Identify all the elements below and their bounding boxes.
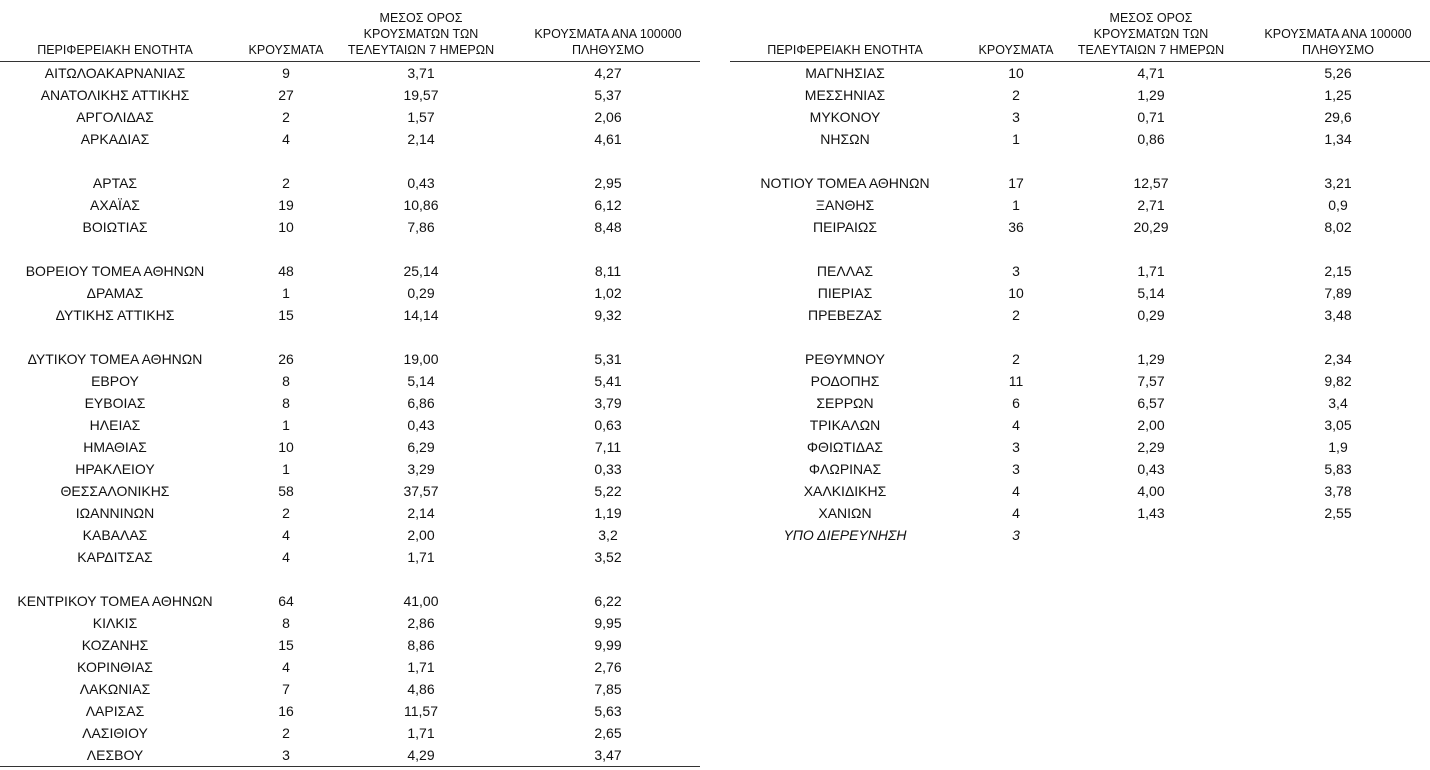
region-column-header: ΠΕΡΙΦΕΡΕΙΑΚΗ ΕΝΟΤΗΤΑ — [37, 43, 193, 57]
avg7-cell: 1,71 — [1137, 263, 1165, 279]
per100k-cell: 5,41 — [594, 373, 622, 389]
avg7-cell: 37,57 — [403, 483, 439, 499]
cases-cell: 4 — [282, 659, 290, 675]
cases-cell: 2 — [1012, 87, 1020, 103]
avg7-cell: 1,57 — [407, 109, 435, 125]
table-row — [730, 414, 1430, 436]
table-row — [0, 282, 700, 304]
per100k-cell: 0,9 — [1328, 197, 1348, 213]
table-row — [0, 304, 700, 326]
table-row — [0, 524, 700, 546]
region-cell: ΧΑΛΚΙΔΙΚΗΣ — [803, 483, 887, 499]
avg7-column-header: ΜΕΣΟΣ ΟΡΟΣ ΚΡΟΥΣΜΑΤΩΝ ΤΩΝ ΤΕΛΕΥΤΑΙΩΝ 7 ΗΜΕΡΩΝ — [347, 11, 495, 57]
per100k-cell: 2,65 — [594, 725, 622, 741]
per100k-cell: 2,95 — [594, 175, 622, 191]
table-row — [730, 216, 1430, 238]
per100k-cell: 8,02 — [1324, 219, 1352, 235]
avg7-cell: 19,57 — [403, 87, 439, 103]
per100k-cell: 29,6 — [1324, 109, 1352, 125]
region-cell: ΚΕΝΤΡΙΚΟΥ ΤΟΜΕΑ ΑΘΗΝΩΝ — [17, 593, 213, 609]
cases-cell: 1 — [282, 417, 290, 433]
table-row — [0, 216, 700, 238]
table-row — [730, 172, 1430, 194]
left-table-header — [0, 0, 700, 60]
avg7-cell: 6,57 — [1137, 395, 1165, 411]
blank-row — [730, 238, 1430, 260]
per100k-cell: 7,11 — [594, 439, 622, 455]
avg7-cell: 12,57 — [1133, 175, 1169, 191]
cases-cell: 10 — [278, 219, 294, 235]
per100k-cell: 3,52 — [594, 549, 622, 565]
cases-cell: 1 — [1012, 197, 1020, 213]
region-cell: ΛΑΚΩΝΙΑΣ — [79, 681, 151, 697]
per100k-cell: 3,05 — [1324, 417, 1352, 433]
per100k-cell: 3,21 — [1324, 175, 1352, 191]
region-cell: ΚΙΛΚΙΣ — [92, 615, 138, 631]
per100k-cell: 0,63 — [594, 417, 622, 433]
cases-cell: 2 — [282, 725, 290, 741]
blank-row — [730, 150, 1430, 172]
region-cell: ΗΜΑΘΙΑΣ — [83, 439, 147, 455]
table-row — [0, 634, 700, 656]
avg7-cell: 0,29 — [1137, 307, 1165, 323]
avg7-cell: 0,43 — [1137, 461, 1165, 477]
per100k-cell: 1,34 — [1324, 131, 1352, 147]
table-row — [0, 656, 700, 678]
cases-cell: 3 — [1012, 527, 1020, 543]
blank-row — [0, 568, 700, 590]
table-row — [0, 612, 700, 634]
table-row — [730, 392, 1430, 414]
region-cell: ΙΩΑΝΝΙΝΩΝ — [75, 505, 155, 521]
table-row — [730, 106, 1430, 128]
per100k-cell: 3,78 — [1324, 483, 1352, 499]
region-cell: ΗΡΑΚΛΕΙΟΥ — [75, 461, 155, 477]
table-row — [0, 194, 700, 216]
region-cell: ΑΡΤΑΣ — [92, 175, 138, 191]
cases-cell: 19 — [278, 197, 294, 213]
table-row — [730, 480, 1430, 502]
avg7-cell: 0,43 — [407, 175, 435, 191]
per100k-cell: 5,83 — [1324, 461, 1352, 477]
avg7-cell: 3,71 — [407, 65, 435, 81]
region-cell: ΜΑΓΝΗΣΙΑΣ — [805, 65, 885, 81]
per100k-cell: 7,85 — [594, 681, 622, 697]
cases-cell: 1 — [1012, 131, 1020, 147]
per100k-cell: 4,27 — [594, 65, 622, 81]
avg7-cell: 25,14 — [403, 263, 439, 279]
table-row — [0, 414, 700, 436]
table-row — [0, 370, 700, 392]
cases-cell: 27 — [278, 87, 294, 103]
avg7-cell: 6,86 — [407, 395, 435, 411]
region-cell: ΥΠΟ ΔΙΕΡΕΥΝΗΣΗ — [783, 527, 907, 543]
avg7-cell: 4,29 — [407, 747, 435, 763]
cases-column-header: ΚΡΟΥΣΜΑΤΑ — [978, 43, 1054, 57]
avg7-cell: 4,86 — [407, 681, 435, 697]
avg7-cell: 4,00 — [1137, 483, 1165, 499]
cases-cell: 10 — [1008, 285, 1024, 301]
cases-cell: 4 — [1012, 417, 1020, 433]
region-cell: ΕΥΒΟΙΑΣ — [84, 395, 146, 411]
region-cell: ΠΙΕΡΙΑΣ — [817, 285, 873, 301]
region-cell: ΞΑΝΘΗΣ — [815, 197, 875, 213]
table-row — [0, 436, 700, 458]
avg7-cell: 1,29 — [1137, 87, 1165, 103]
cases-cell: 3 — [1012, 263, 1020, 279]
region-cell: ΗΛΕΙΑΣ — [89, 417, 141, 433]
avg7-cell: 20,29 — [1133, 219, 1169, 235]
region-cell: ΑΧΑΪΑΣ — [90, 197, 140, 213]
table-row — [0, 502, 700, 524]
avg7-cell: 2,00 — [1137, 417, 1165, 433]
per100k-cell: 1,9 — [1328, 439, 1348, 455]
cases-cell: 9 — [282, 65, 290, 81]
table-row — [730, 524, 1430, 546]
table-row — [0, 678, 700, 700]
avg7-cell: 11,57 — [404, 703, 438, 719]
per100k-column-header: ΚΡΟΥΣΜΑΤΑ ΑΝΑ 100000 ΠΛΗΘΥΣΜΟ — [534, 27, 682, 57]
cases-cell: 8 — [282, 615, 290, 631]
avg7-cell: 7,57 — [1137, 373, 1165, 389]
table-row — [0, 172, 700, 194]
per100k-cell: 4,61 — [594, 131, 622, 147]
per100k-cell: 9,99 — [594, 637, 622, 653]
cases-cell: 36 — [1008, 219, 1024, 235]
table-row — [730, 62, 1430, 84]
region-cell: ΛΕΣΒΟΥ — [86, 747, 144, 763]
per100k-cell: 2,55 — [1324, 505, 1352, 521]
table-row — [0, 458, 700, 480]
per100k-cell: 5,37 — [594, 87, 622, 103]
region-cell: ΘΕΣΣΑΛΟΝΙΚΗΣ — [60, 483, 170, 499]
avg7-cell: 0,29 — [407, 285, 435, 301]
region-cell: ΛΑΡΙΣΑΣ — [85, 703, 145, 719]
cases-cell: 8 — [282, 373, 290, 389]
per100k-cell: 5,31 — [594, 351, 622, 367]
avg7-cell: 5,14 — [407, 373, 435, 389]
cases-cell: 2 — [282, 109, 290, 125]
right-table-header — [730, 0, 1430, 60]
per100k-cell: 8,11 — [594, 263, 622, 279]
cases-cell: 3 — [1012, 461, 1020, 477]
per100k-cell: 7,89 — [1324, 285, 1352, 301]
region-cell: ΚΑΒΑΛΑΣ — [82, 527, 148, 543]
per100k-cell: 2,15 — [1324, 263, 1352, 279]
table-row — [0, 128, 700, 150]
cases-cell: 3 — [1012, 109, 1020, 125]
region-cell: ΠΕΙΡΑΙΩΣ — [813, 219, 877, 235]
cases-cell: 3 — [1012, 439, 1020, 455]
region-cell: ΒΟΡΕΙΟΥ ΤΟΜΕΑ ΑΘΗΝΩΝ — [25, 263, 205, 279]
avg7-cell: 2,71 — [1137, 197, 1165, 213]
avg7-cell: 2,86 — [407, 615, 435, 631]
table-row — [730, 260, 1430, 282]
table-row — [730, 436, 1430, 458]
cases-cell: 2 — [1012, 351, 1020, 367]
table-row — [0, 260, 700, 282]
cases-cell: 4 — [1012, 483, 1020, 499]
region-cell: ΧΑΝΙΩΝ — [818, 505, 872, 521]
table-row — [0, 546, 700, 568]
per100k-cell: 9,82 — [1324, 373, 1352, 389]
table-row — [0, 700, 700, 722]
region-cell: ΑΡΚΑΔΙΑΣ — [80, 131, 150, 147]
region-cell: ΒΟΙΩΤΙΑΣ — [82, 219, 148, 235]
cases-cell: 26 — [278, 351, 294, 367]
region-cell: ΔΥΤΙΚΟΥ ΤΟΜΕΑ ΑΘΗΝΩΝ — [27, 351, 203, 367]
avg7-cell: 3,29 — [407, 461, 435, 477]
table-row — [730, 502, 1430, 524]
region-cell: ΔΥΤΙΚΗΣ ΑΤΤΙΚΗΣ — [55, 307, 175, 323]
region-cell: ΑΝΑΤΟΛΙΚΗΣ ΑΤΤΙΚΗΣ — [40, 87, 190, 103]
table-row — [0, 722, 700, 744]
region-cell: ΚΑΡΔΙΤΣΑΣ — [77, 549, 153, 565]
right-table — [730, 0, 1430, 543]
per100k-cell: 5,63 — [594, 703, 622, 719]
region-cell: ΦΛΩΡΙΝΑΣ — [808, 461, 882, 477]
table-row — [0, 480, 700, 502]
blank-row — [730, 326, 1430, 348]
avg7-cell: 6,29 — [407, 439, 435, 455]
cases-cell: 64 — [278, 593, 294, 609]
cases-cell: 4 — [282, 527, 290, 543]
blank-row — [0, 238, 700, 260]
region-cell: ΤΡΙΚΑΛΩΝ — [809, 417, 881, 433]
region-cell: ΡΕΘΥΜΝΟΥ — [804, 351, 885, 367]
cases-cell: 15 — [278, 637, 294, 653]
avg7-cell: 0,71 — [1137, 109, 1165, 125]
per100k-cell: 1,02 — [594, 285, 622, 301]
avg7-cell: 2,29 — [1137, 439, 1165, 455]
table-row — [0, 106, 700, 128]
avg7-cell: 1,43 — [1137, 505, 1165, 521]
avg7-cell: 1,29 — [1137, 351, 1165, 367]
avg7-cell: 1,71 — [407, 659, 435, 675]
region-cell: ΕΒΡΟΥ — [91, 373, 139, 389]
cases-cell: 17 — [1008, 175, 1024, 191]
cases-cell: 3 — [282, 747, 290, 763]
per100k-cell: 3,4 — [1328, 395, 1348, 411]
avg7-cell: 8,86 — [407, 637, 435, 653]
avg7-cell: 2,14 — [407, 131, 435, 147]
region-cell: ΔΡΑΜΑΣ — [86, 285, 144, 301]
per100k-cell: 6,12 — [594, 197, 622, 213]
per100k-cell: 9,32 — [594, 307, 622, 323]
cases-cell: 6 — [1012, 395, 1020, 411]
per100k-cell: 5,26 — [1324, 65, 1352, 81]
per100k-cell: 2,06 — [594, 109, 622, 125]
cases-cell: 10 — [1008, 65, 1024, 81]
cases-cell: 2 — [282, 175, 290, 191]
avg7-cell: 19,00 — [403, 351, 439, 367]
avg7-cell: 5,14 — [1137, 285, 1165, 301]
table-row — [0, 744, 700, 766]
per100k-cell: 1,25 — [1324, 87, 1352, 103]
bottom-rule — [0, 766, 700, 767]
table-row — [0, 392, 700, 414]
per100k-cell: 1,19 — [594, 505, 622, 521]
cases-cell: 1 — [282, 285, 290, 301]
avg7-cell: 7,86 — [407, 219, 435, 235]
cases-cell: 16 — [278, 703, 294, 719]
cases-cell: 15 — [278, 307, 294, 323]
blank-row — [0, 326, 700, 348]
per100k-column-header: ΚΡΟΥΣΜΑΤΑ ΑΝΑ 100000 ΠΛΗΘΥΣΜΟ — [1264, 27, 1412, 57]
per100k-cell: 3,79 — [594, 395, 622, 411]
region-cell: ΣΕΡΡΩΝ — [816, 395, 874, 411]
blank-row — [0, 150, 700, 172]
avg7-cell: 1,71 — [407, 725, 435, 741]
per100k-cell: 0,33 — [594, 461, 622, 477]
region-cell: ΦΘΙΩΤΙΔΑΣ — [806, 439, 884, 455]
cases-cell: 2 — [282, 505, 290, 521]
table-row — [0, 84, 700, 106]
avg7-cell: 2,14 — [407, 505, 435, 521]
per100k-cell: 8,48 — [594, 219, 622, 235]
cases-cell: 8 — [282, 395, 290, 411]
region-cell: ΠΡΕΒΕΖΑΣ — [807, 307, 882, 323]
avg7-cell: 1,71 — [407, 549, 435, 565]
table-row — [730, 458, 1430, 480]
per100k-cell: 2,34 — [1324, 351, 1352, 367]
cases-cell: 4 — [1012, 505, 1020, 521]
region-cell: ΑΡΓΟΛΙΔΑΣ — [76, 109, 154, 125]
region-cell: ΜΕΣΣΗΝΙΑΣ — [804, 87, 886, 103]
table-row — [730, 348, 1430, 370]
region-cell: ΑΙΤΩΛΟΑΚΑΡΝΑΝΙΑΣ — [44, 65, 186, 81]
cases-cell: 2 — [1012, 307, 1020, 323]
cases-cell: 1 — [282, 461, 290, 477]
avg7-cell: 0,86 — [1137, 131, 1165, 147]
table-row — [0, 590, 700, 612]
region-cell: ΚΟΖΑΝΗΣ — [81, 637, 149, 653]
region-column-header: ΠΕΡΙΦΕΡΕΙΑΚΗ ΕΝΟΤΗΤΑ — [767, 43, 923, 57]
table-row — [730, 282, 1430, 304]
per100k-cell: 2,76 — [594, 659, 622, 675]
cases-cell: 4 — [282, 549, 290, 565]
region-cell: ΜΥΚΟΝΟΥ — [809, 109, 881, 125]
per100k-cell: 3,47 — [594, 747, 622, 763]
per100k-cell: 6,22 — [594, 593, 622, 609]
region-cell: ΚΟΡΙΝΘΙΑΣ — [77, 659, 153, 675]
cases-cell: 7 — [282, 681, 290, 697]
cases-cell: 11 — [1008, 373, 1024, 389]
avg7-cell: 10,86 — [403, 197, 439, 213]
avg7-cell: 0,43 — [407, 417, 435, 433]
region-cell: ΡΟΔΟΠΗΣ — [810, 373, 880, 389]
cases-cell: 4 — [282, 131, 290, 147]
region-cell: ΛΑΣΙΘΙΟΥ — [82, 725, 148, 741]
region-cell: ΝΗΣΩΝ — [820, 131, 870, 147]
region-cell: ΝΟΤΙΟΥ ΤΟΜΕΑ ΑΘΗΝΩΝ — [760, 175, 930, 191]
cases-column-header: ΚΡΟΥΣΜΑΤΑ — [248, 43, 324, 57]
avg7-cell: 41,00 — [403, 593, 439, 609]
cases-cell: 58 — [278, 483, 294, 499]
left-table — [0, 0, 700, 763]
table-row — [0, 62, 700, 84]
table-row — [730, 194, 1430, 216]
cases-cell: 48 — [278, 263, 294, 279]
table-row — [730, 370, 1430, 392]
table-row — [730, 128, 1430, 150]
per100k-cell: 9,95 — [594, 615, 622, 631]
cases-cell: 10 — [278, 439, 294, 455]
table-row — [730, 304, 1430, 326]
region-cell: ΠΕΛΛΑΣ — [816, 263, 874, 279]
per100k-cell: 5,22 — [594, 483, 622, 499]
per100k-cell: 3,2 — [598, 527, 618, 543]
per100k-cell: 3,48 — [1324, 307, 1352, 323]
avg7-column-header: ΜΕΣΟΣ ΟΡΟΣ ΚΡΟΥΣΜΑΤΩΝ ΤΩΝ ΤΕΛΕΥΤΑΙΩΝ 7 ΗΜΕΡΩΝ — [1077, 11, 1225, 57]
avg7-cell: 14,14 — [403, 307, 439, 323]
avg7-cell: 4,71 — [1137, 65, 1165, 81]
avg7-cell: 2,00 — [407, 527, 435, 543]
table-row — [0, 348, 700, 370]
table-row — [730, 84, 1430, 106]
